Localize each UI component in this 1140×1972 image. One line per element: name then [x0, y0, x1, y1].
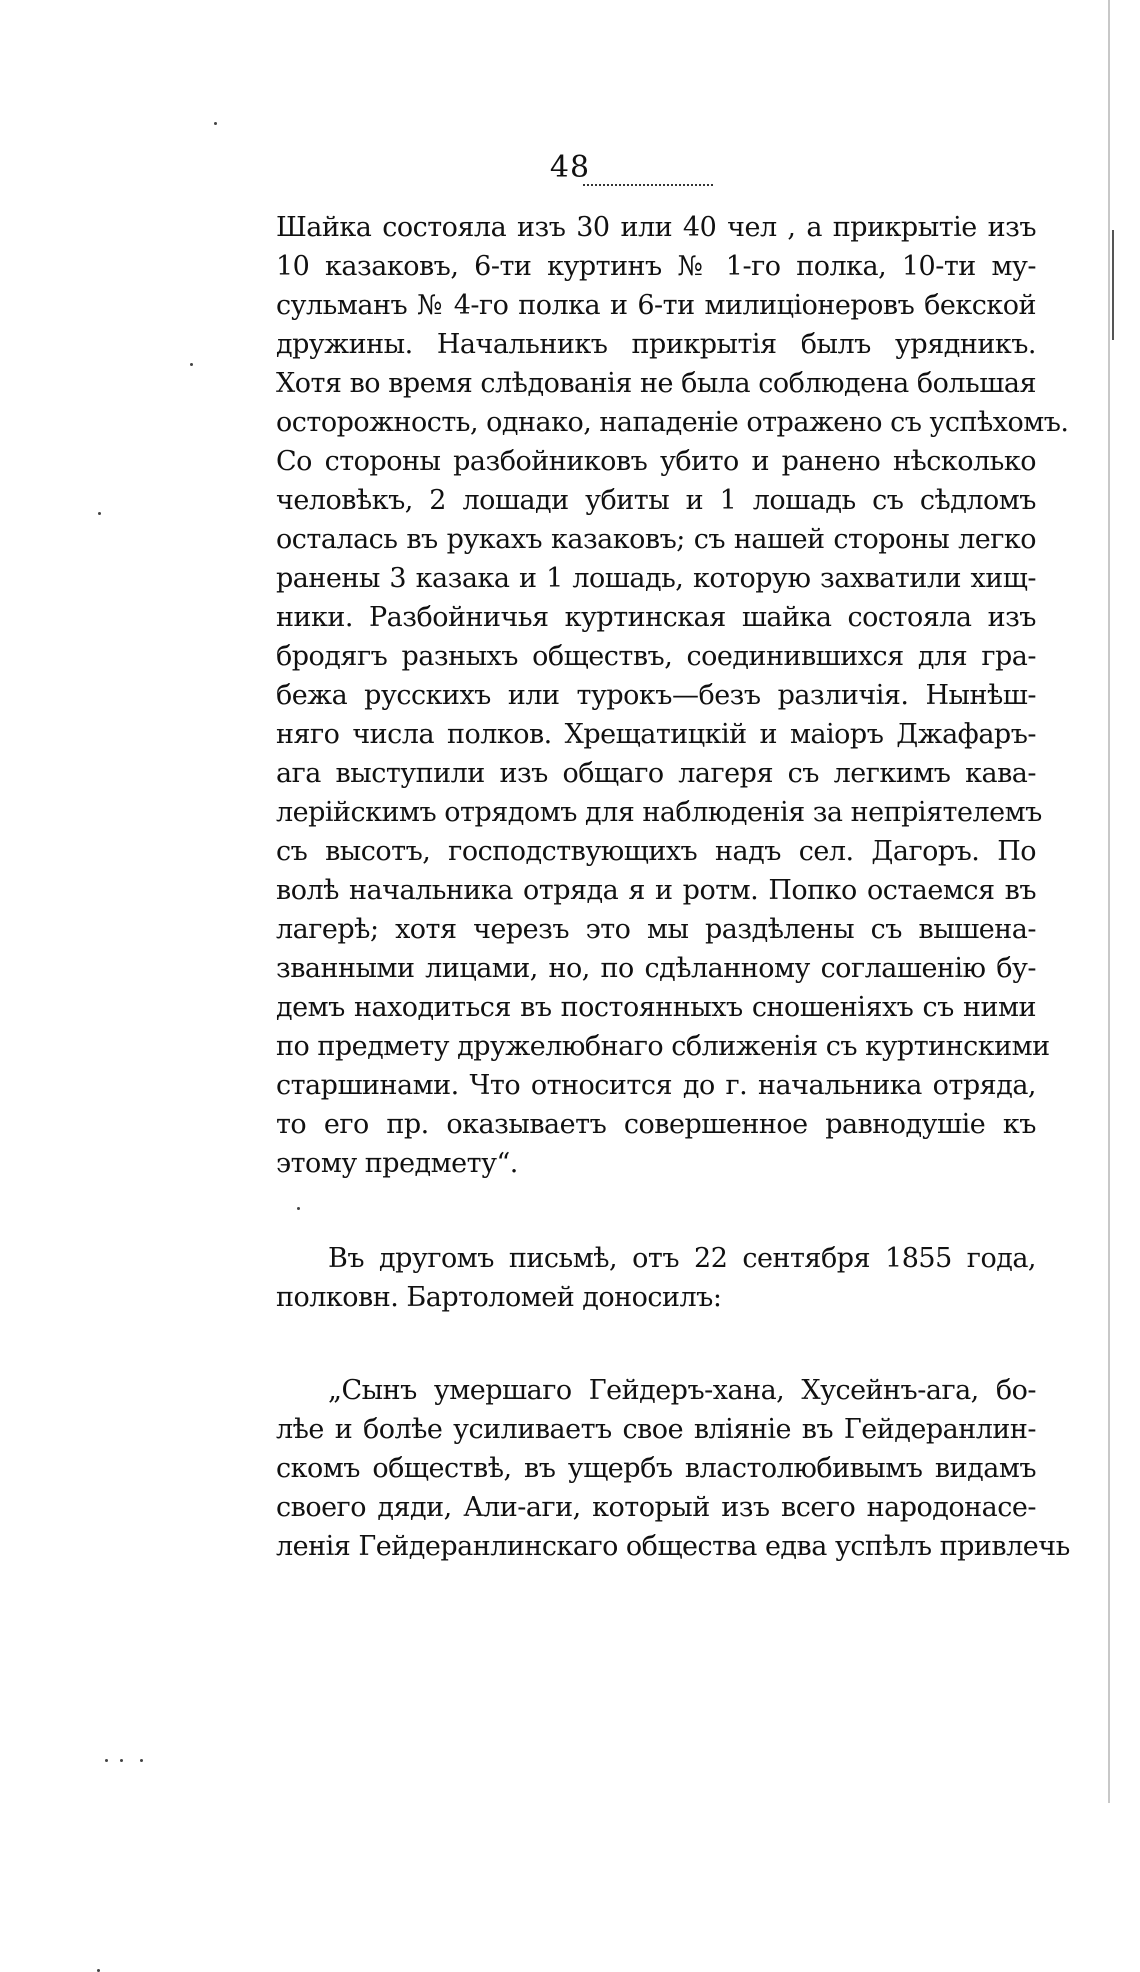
text-line: своего дяди, Али-аги, который изъ всего народонасе- [276, 1492, 1036, 1523]
page-number: 48 [549, 150, 591, 185]
text-line: сульманъ № 4-го полка и 6-ти милиціонеровъ бекской [276, 290, 1036, 321]
text-line: ага выступили изъ общаго лагеря съ легкимъ кава- [276, 758, 1036, 789]
text-line: то его пр. оказываетъ совершенное равнодушіе къ [276, 1109, 1036, 1140]
text-line: лерійскимъ отрядомъ для наблюденія за непріятелемъ [276, 797, 1042, 828]
text-line: по предмету дружелюбнаго сближенія съ куртинскими [276, 1031, 1050, 1062]
text-line: осталась въ рукахъ казаковъ; съ нашей стороны легко [276, 524, 1036, 555]
text-line: этому предмету“. [276, 1148, 518, 1179]
page-edge-mark [1112, 230, 1114, 340]
page-edge-shadow [1108, 0, 1110, 1803]
text-line: человѣкъ, 2 лошади убиты и 1 лошадь съ сѣдломъ [276, 485, 1036, 516]
paragraph-gap [276, 1183, 1036, 1239]
text-line: скомъ обществѣ, въ ущербъ властолюбивымъ видамъ [276, 1453, 1036, 1484]
text-line: Со стороны разбойниковъ убито и ранено нѣсколько [276, 446, 1036, 477]
scan-speck [214, 122, 217, 125]
text-line: Въ другомъ письмѣ, отъ 22 сентября 1855 года, [328, 1243, 1036, 1274]
text-line: полковн. Бартоломей доносилъ: [276, 1282, 722, 1313]
scan-speck [120, 1759, 123, 1762]
text-line: званными лицами, но, по сдѣланному соглашенію бу- [276, 953, 1036, 984]
text-line: волѣ начальника отряда я и ротм. Попко остаемся въ [276, 875, 1036, 906]
text-line: 10 казаковъ, 6-ти куртинъ № 1-го полка, 10-ти му- [276, 251, 1036, 282]
text-line: съ высотъ, господствующихъ надъ сел. Дагоръ. По [276, 836, 1036, 867]
paragraph-second-quote [276, 1371, 1070, 1566]
scan-speck [105, 1759, 108, 1762]
text-line: няго числа полков. Хрещатицкій и маіоръ Джафаръ- [276, 719, 1036, 750]
text-line: дружины. Начальникъ прикрытія былъ урядникъ. [276, 329, 1036, 360]
text-line: бродягъ разныхъ обществъ, соединившихся для гра- [276, 641, 1036, 672]
text-line: демъ находиться въ постоянныхъ сношеніяхъ съ ними [276, 992, 1036, 1023]
text-line: лагерѣ; хотя черезъ это мы раздѣлены съ вышена- [276, 914, 1036, 945]
scan-speck [98, 512, 101, 515]
paragraph-another-letter [276, 1239, 1036, 1317]
paragraph-gap [276, 1317, 1036, 1371]
text-line: лѣе и болѣе усиливаетъ свое вліяніе въ Гейдеранлин- [276, 1414, 1036, 1445]
text-line: бежа русскихъ или турокъ—безъ различія. Нынѣш- [276, 680, 1036, 711]
text-line: ранены 3 казака и 1 лошадь, которую захватили хищ- [276, 563, 1036, 594]
page-number-ornament [583, 184, 713, 188]
text-line: ники. Разбойничья куртинская шайка состояла изъ [276, 602, 1036, 633]
body-text [276, 208, 1070, 1566]
text-line: „Сынъ умершаго Гейдеръ-хана, Хусейнъ-ага, бо- [328, 1375, 1036, 1406]
scan-speck [140, 1759, 143, 1762]
paragraph-letter-quote [276, 208, 1069, 1183]
text-line: старшинами. Что относится до г. начальника отряда, [276, 1070, 1036, 1101]
text-line: Хотя во время слѣдованія не была соблюдена большая [276, 368, 1036, 399]
scan-speck [190, 363, 193, 366]
text-line: осторожность, однако, нападеніе отражено съ успѣхомъ. [276, 407, 1069, 438]
text-line: Шайка состояла изъ 30 или 40 чел , а прикрытіе изъ [276, 212, 1036, 243]
text-line: ленія Гейдеранлинскаго общества едва успѣлъ привлечь [276, 1531, 1070, 1562]
